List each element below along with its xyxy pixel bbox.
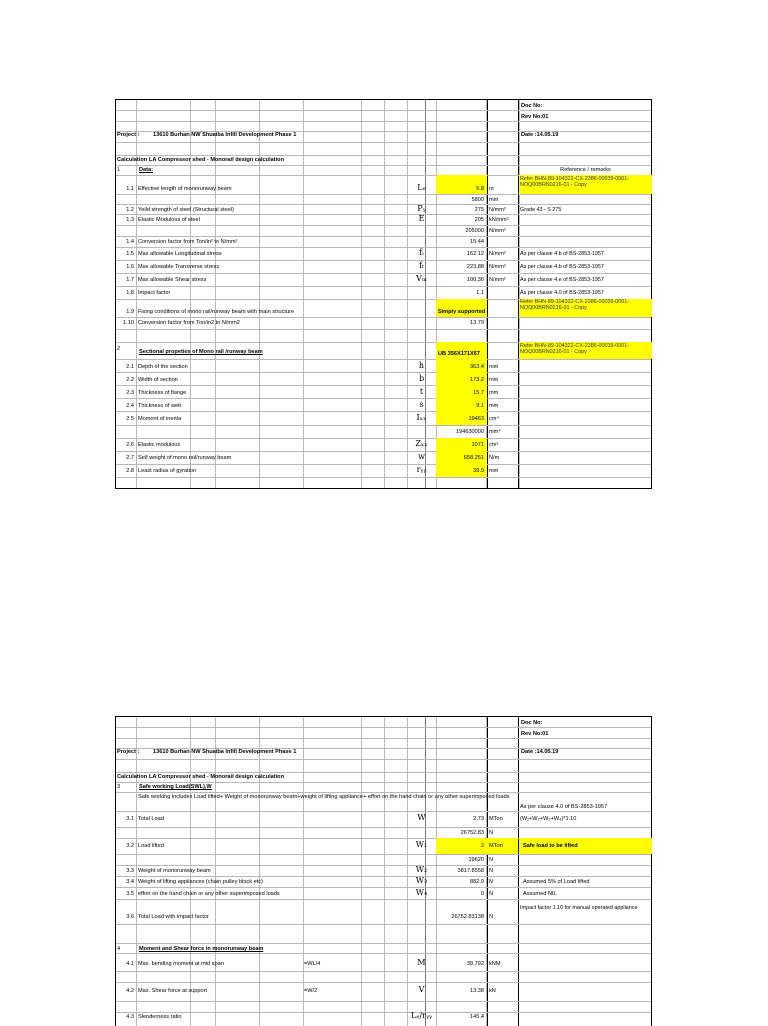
row-number: 3.3 — [126, 868, 134, 874]
row-number: 3.4 — [126, 879, 134, 885]
row-unit: N — [489, 891, 494, 897]
row-symbol: W₃ — [415, 876, 428, 885]
row-unit: mm — [489, 403, 499, 409]
row-number: 2.8 — [126, 468, 134, 474]
row-number: 1.7 — [126, 277, 134, 283]
row-remark: Assumed NIL — [523, 891, 557, 897]
row-symbol: w — [418, 452, 425, 461]
row-description: Least radius of gyration — [138, 468, 197, 474]
row-remark: (W₁+W₂+W₃+W₄)*1.10 — [520, 816, 577, 822]
row-value: 9.1 — [476, 403, 484, 409]
row-remark: As per clause 4.0 of BS-2853-1957 — [520, 290, 604, 296]
calculation-title: LA Compressor shed - Monorail design calculation — [149, 774, 284, 780]
row-value: 1.1 — [476, 290, 484, 296]
row-symbol: h — [418, 361, 425, 370]
row-remark: As per clause 4.b of BS-2853-1957 — [520, 264, 604, 270]
row-symbol: W₂ — [415, 865, 428, 874]
row-remark: Safe load to be lifted — [523, 843, 578, 849]
date: Date :14.05.19 — [521, 132, 559, 138]
row-value: 363.4 — [470, 364, 484, 370]
row-value: 173.2 — [470, 377, 484, 383]
row-unit: m — [489, 186, 494, 192]
row-number: 1.10 — [123, 320, 134, 326]
section-title: Safe working Load(SWL),W — [139, 784, 212, 790]
remarks-divider — [518, 100, 519, 488]
row-number: 2.2 — [126, 377, 134, 383]
row-symbol: Iₓₓ — [416, 413, 427, 422]
row-unit: mm — [489, 197, 499, 203]
project-label: Project : — [117, 132, 140, 138]
row-value: 275 — [474, 207, 484, 213]
row-unit: MTon — [489, 843, 503, 849]
row-unit: N — [489, 879, 494, 885]
row-value: 19620 — [468, 857, 484, 863]
row-description: Effective length of monorunway beam — [138, 186, 232, 192]
row-remark: Assumed 5% of Load lifted — [523, 879, 590, 885]
project-name: 13610 Burhan NW Shuaiba Infill Development Phase 1 — [153, 749, 297, 755]
rev-no: Rev No:01 — [521, 731, 549, 737]
row-symbol: W — [417, 813, 426, 822]
row-unit: N — [489, 857, 494, 863]
section-note-remark: As per clause 4.0 of BS-2853-1957 — [520, 804, 608, 810]
row-symbol: Pᵧ — [417, 204, 426, 213]
row-symbol: Lₑ/rᵧᵧ — [411, 1011, 432, 1020]
row-unit: mm⁴ — [489, 429, 501, 435]
row-description: Max allowable Shear stress — [138, 277, 207, 283]
row-unit: N — [489, 914, 494, 920]
row-description: Conversion factor from Ton/in2 to N/mm2 — [138, 320, 240, 326]
row-unit: N/m — [489, 455, 500, 461]
remarks-header: Reference / remarks — [560, 167, 611, 173]
row-remark: Grade 43 - S 275 — [520, 207, 562, 213]
row-description: Slenderness ratio — [138, 1014, 182, 1020]
row-unit: MTon — [489, 816, 503, 822]
row-remark: Impact factor 1.10 for manual operated appliance — [520, 905, 638, 911]
row-value: 15.7 — [473, 390, 484, 396]
row-value: 5800 — [471, 197, 484, 203]
row-number: 1.1 — [126, 186, 134, 192]
calculation-sheet-1 — [115, 99, 652, 489]
row-unit: N/mm² — [489, 207, 506, 213]
row-symbol: M — [417, 958, 426, 967]
row-value: 19463 — [468, 416, 484, 422]
row-symbol: s — [419, 400, 424, 409]
calculation-label: Calculation : — [117, 774, 151, 780]
row-value: 3817.8558 — [457, 868, 484, 874]
row-value: 194630000 — [456, 429, 484, 435]
grid-line — [303, 100, 304, 488]
row-value: 205 — [474, 217, 484, 223]
row-description: Elastic modulous — [138, 442, 181, 448]
row-number: 2.1 — [126, 364, 134, 370]
row-number: 2.6 — [126, 442, 134, 448]
grid-line — [407, 100, 408, 488]
grid-line — [425, 100, 426, 488]
row-description: Max. Shear force at support — [138, 988, 208, 994]
row-unit: kN — [489, 988, 496, 994]
row-description: Weight of lifting appliances (chain pulley block etc) — [138, 879, 263, 885]
row-unit: cm⁴ — [489, 416, 499, 422]
row-formula: =W/2 — [304, 988, 318, 994]
row-description: Total Load with impact factor — [138, 914, 209, 920]
row-number: 3.2 — [126, 843, 134, 849]
row-symbol: rᵧᵧ — [416, 465, 427, 474]
row-value: 38.792 — [466, 961, 484, 967]
row-symbol: fᵢ — [419, 248, 424, 257]
row-unit: N — [489, 868, 494, 874]
row-symbol: V — [418, 985, 425, 994]
row-description: Yeild strength of steel (Structural steel) — [138, 207, 234, 213]
row-unit: mm — [489, 390, 499, 396]
row-value: 882.9 — [470, 879, 484, 885]
row-unit: mm — [489, 377, 499, 383]
row-number: 3.5 — [126, 891, 134, 897]
row-number: 2.3 — [126, 390, 134, 396]
row-formula: =WL/4 — [304, 961, 321, 967]
unit-divider — [487, 100, 488, 488]
row-symbol: W₁ — [415, 840, 428, 849]
section-note: Safe working includes Load lifted+ Weight of monorunway beam+weight of lifting appliance+ effort on the hand chain or any other superimposed loads — [138, 794, 510, 800]
project-name: 13610 Burhan NW Shuaiba Infill Development Phase 1 — [153, 132, 297, 138]
row-value: 0 — [480, 891, 484, 897]
row-value: 1071 — [471, 442, 484, 448]
section-number: 2 — [117, 346, 121, 352]
row-number: 2.7 — [126, 455, 134, 461]
section-title: Moment and Shear force in monorunway beam — [139, 946, 264, 952]
row-value: 13.38 — [470, 988, 484, 994]
row-value: 658.251 — [463, 455, 484, 461]
row-value: 2 — [480, 843, 484, 849]
row-description: effort on the hand chain or any other superimposed loads — [138, 891, 280, 897]
section-number: 3 — [117, 784, 121, 790]
row-description: Impact factor — [138, 290, 171, 296]
row-unit: N/mm² — [489, 277, 506, 283]
row-number: 1.6 — [126, 264, 134, 270]
row-unit: mm — [489, 364, 499, 370]
row-unit: N/mm² — [489, 251, 506, 257]
row-value: 162.12 — [466, 251, 484, 257]
row-value: 39.9 — [473, 468, 484, 474]
date: Date :14.05.19 — [521, 749, 559, 755]
row-value: 145.4 — [470, 1014, 484, 1020]
section-number: 1 — [117, 167, 121, 173]
row-description: Moment of inertia — [138, 416, 182, 422]
row-number: 1.3 — [126, 217, 134, 223]
calculation-title: LA Compressor shed - Monorail design calculation — [149, 157, 284, 163]
row-number: 1.5 — [126, 251, 134, 257]
row-description: Conversion factor from Ton/in² to N/mm² — [138, 239, 238, 245]
row-number: 4.1 — [126, 961, 134, 967]
row-remark: Refer BHN-89-104322-CX-2386-00039-0001-NOQ00BRN0216-01 - Copy — [520, 299, 630, 311]
section-title: Data: — [139, 167, 153, 173]
row-description: Depth of the section — [138, 364, 188, 370]
row-description: Self weight of mono rail/runway beam — [138, 455, 232, 461]
row-remark: Refer BHN-89-104322-CX-2386-00039-0001-NOQ00BRN0216-01 - Copy — [520, 176, 630, 188]
grid-line — [384, 100, 385, 488]
row-unit: N/mm² — [489, 228, 506, 234]
row-symbol: Lₑ — [417, 183, 426, 192]
row-description: Max allowable Transverse stress — [138, 264, 220, 270]
row-unit: kNM — [489, 961, 501, 967]
row-unit: mm — [489, 468, 499, 474]
row-remark: As per clause 4.e of BS-2853-1957 — [520, 277, 604, 283]
row-symbol: fₜ — [419, 261, 424, 270]
grid-line — [361, 100, 362, 488]
row-symbol: Vₘ — [416, 274, 427, 283]
row-symbol: E — [418, 214, 425, 223]
row-number: 1.2 — [126, 207, 134, 213]
row-unit: N — [489, 830, 494, 836]
rev-no: Rev No:01 — [521, 114, 549, 120]
row-number: 3.6 — [126, 914, 134, 920]
row-description: Total Load — [138, 816, 164, 822]
row-value: 26752.83138 — [451, 914, 484, 920]
row-symbol: b — [418, 374, 425, 383]
row-number: 3.1 — [126, 816, 134, 822]
row-symbol: W₄ — [415, 888, 428, 897]
row-description: Max. bending moment at mid span — [138, 961, 224, 967]
row-symbol: t — [419, 387, 424, 396]
row-value: 100.36 — [466, 277, 484, 283]
row-number: 2.4 — [126, 403, 134, 409]
doc-no: Doc No: — [521, 720, 543, 726]
row-value: 5.8 — [476, 186, 484, 192]
row-value: 205000 — [465, 228, 484, 234]
section-title: Sectional propeties of Mono rail /runway beam — [139, 349, 263, 355]
row-description: Thickness of flange — [138, 390, 187, 396]
calculation-sheet-2 — [115, 716, 652, 1026]
row-remark: As per clause 4.b of BS-2853-1957 — [520, 251, 604, 257]
row-number: 1.4 — [126, 239, 134, 245]
row-unit: N/mm² — [489, 264, 506, 270]
calculation-label: Calculation : — [117, 157, 151, 163]
doc-no: Doc No: — [521, 103, 543, 109]
section-remark: Refer BHN-89-104322-CX-2386-00039-0001-NOQ00BRN0216-01 - Copy — [520, 343, 630, 355]
row-description: Weight of monorunway beam — [138, 868, 211, 874]
section-profile: UB 356X171X67 — [438, 351, 480, 357]
project-label: Project : — [117, 749, 140, 755]
row-symbol: Zₓₓ — [415, 439, 428, 448]
row-unit: kN/mm² — [489, 217, 509, 223]
section-number: 4 — [117, 946, 121, 952]
row-description: Load lifted — [138, 843, 164, 849]
row-description: Max allowable Longitudinal stress — [138, 251, 222, 257]
row-value: Simply supported — [437, 309, 486, 315]
row-description: Width of section — [138, 377, 178, 383]
row-number: 4.3 — [126, 1014, 134, 1020]
row-value: 223.88 — [466, 264, 484, 270]
row-number: 4.2 — [126, 988, 134, 994]
row-description: Thickness of web — [138, 403, 182, 409]
row-value: 2.73 — [473, 816, 484, 822]
row-value: 15.44 — [470, 239, 484, 245]
row-number: 1.8 — [126, 290, 134, 296]
row-number: 2.5 — [126, 416, 134, 422]
row-description: Fixing conditions of mono rail/runway beam with main structure — [138, 309, 295, 315]
row-number: 1.9 — [126, 309, 134, 315]
row-value: 13.79 — [470, 320, 484, 326]
row-value: 26752.83 — [460, 830, 484, 836]
row-unit: cm³ — [489, 442, 499, 448]
row-description: Elastic Modulous of steel — [138, 217, 200, 223]
